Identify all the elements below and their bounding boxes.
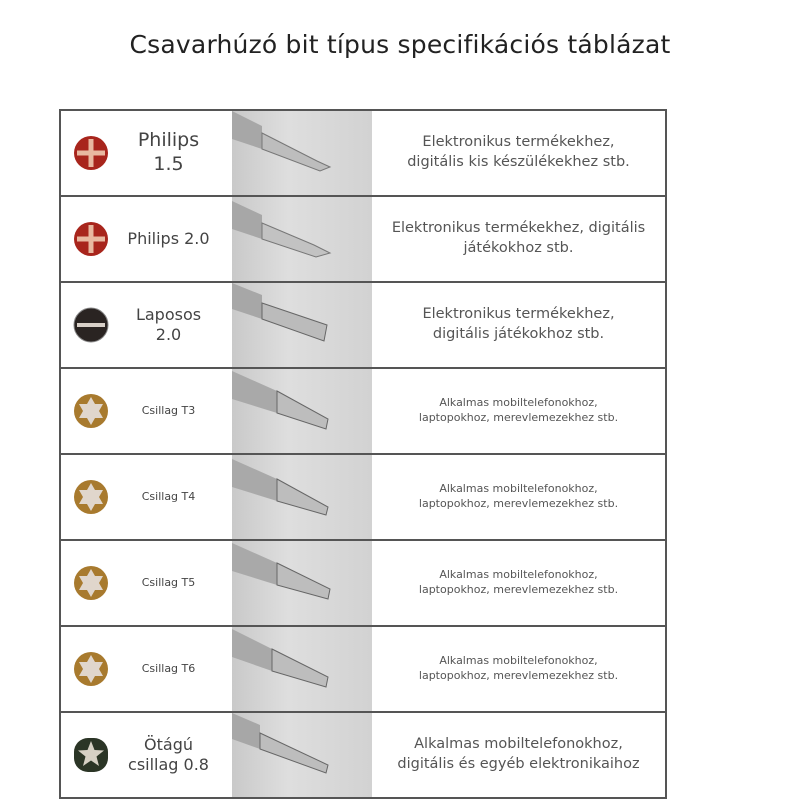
usage-cell xyxy=(372,455,667,539)
screwdriver-bit-image xyxy=(232,627,372,711)
screwdriver-bit-image xyxy=(232,197,372,281)
torx-icon xyxy=(73,393,109,429)
torx-icon xyxy=(73,565,109,601)
flat-slot-icon xyxy=(73,307,109,343)
bit-name: Csillag T5 xyxy=(141,576,196,590)
table-row xyxy=(59,625,667,711)
bit-type-cell xyxy=(59,541,232,625)
table-row xyxy=(59,109,667,195)
torx-icon xyxy=(73,651,109,687)
usage-cell xyxy=(372,627,667,711)
bit-name: Philips 2.0 xyxy=(127,229,210,248)
screwdriver-bit-image xyxy=(232,713,372,797)
usage-cell xyxy=(372,369,667,453)
usage-cell xyxy=(372,541,667,625)
bit-name: Csillag T4 xyxy=(141,490,196,504)
screwdriver-bit-image xyxy=(232,369,372,453)
bit-name: Csillag T6 xyxy=(141,662,196,676)
usage-description: Elektronikus termékekhez, digitális játékokhoz stb. xyxy=(391,220,646,256)
spec-table xyxy=(59,109,667,799)
table-row xyxy=(59,195,667,281)
usage-cell xyxy=(372,713,667,797)
table-row xyxy=(59,711,667,799)
usage-cell xyxy=(372,111,667,195)
bit-name: Philips 1.5 xyxy=(137,129,200,175)
usage-description: Alkalmas mobiltelefonokhoz, laptopokhoz, merevlemezekhez stb. xyxy=(418,654,619,682)
bit-name: Ötágú csillag 0.8 xyxy=(128,735,209,774)
screwdriver-bit-image xyxy=(232,111,372,195)
phillips-icon xyxy=(73,135,109,171)
bit-type-cell xyxy=(59,713,232,797)
table-row xyxy=(59,367,667,453)
bit-type-cell xyxy=(59,455,232,539)
bit-type-cell xyxy=(59,283,232,367)
phillips-icon xyxy=(73,221,109,257)
usage-description: Alkalmas mobiltelefonokhoz, laptopokhoz, merevlemezekhez stb. xyxy=(418,482,619,510)
usage-description: Elektronikus termékekhez, digitális kis készülékekhez stb. xyxy=(407,134,630,170)
bit-photo xyxy=(232,369,372,453)
pentalobe-icon xyxy=(73,737,109,773)
bit-type-cell xyxy=(59,197,232,281)
bit-photo xyxy=(232,541,372,625)
bit-type-cell xyxy=(59,369,232,453)
bit-photo xyxy=(232,197,372,281)
bit-name: Laposos 2.0 xyxy=(135,305,202,344)
bit-photo xyxy=(232,283,372,367)
screwdriver-bit-image xyxy=(232,541,372,625)
table-row xyxy=(59,539,667,625)
usage-cell xyxy=(372,197,667,281)
usage-cell xyxy=(372,283,667,367)
bit-photo xyxy=(232,455,372,539)
page-title: Csavarhúzó bit típus specifikációs táblázat xyxy=(129,30,671,59)
screwdriver-bit-image xyxy=(232,283,372,367)
table-row xyxy=(59,281,667,367)
usage-description: Alkalmas mobiltelefonokhoz, laptopokhoz, merevlemezekhez stb. xyxy=(418,568,619,596)
table-row xyxy=(59,453,667,539)
screwdriver-bit-image xyxy=(232,455,372,539)
usage-description: Alkalmas mobiltelefonokhoz, laptopokhoz, merevlemezekhez stb. xyxy=(418,396,619,424)
bit-photo xyxy=(232,713,372,797)
torx-icon xyxy=(73,479,109,515)
bit-type-cell xyxy=(59,111,232,195)
bit-name: Csillag T3 xyxy=(141,404,196,418)
usage-description: Elektronikus termékekhez, digitális játékokhoz stb. xyxy=(422,306,615,342)
usage-description: Alkalmas mobiltelefonokhoz, digitális és egyéb elektronikaihoz xyxy=(397,736,640,772)
bit-photo xyxy=(232,627,372,711)
bit-photo xyxy=(232,111,372,195)
bit-type-cell xyxy=(59,627,232,711)
